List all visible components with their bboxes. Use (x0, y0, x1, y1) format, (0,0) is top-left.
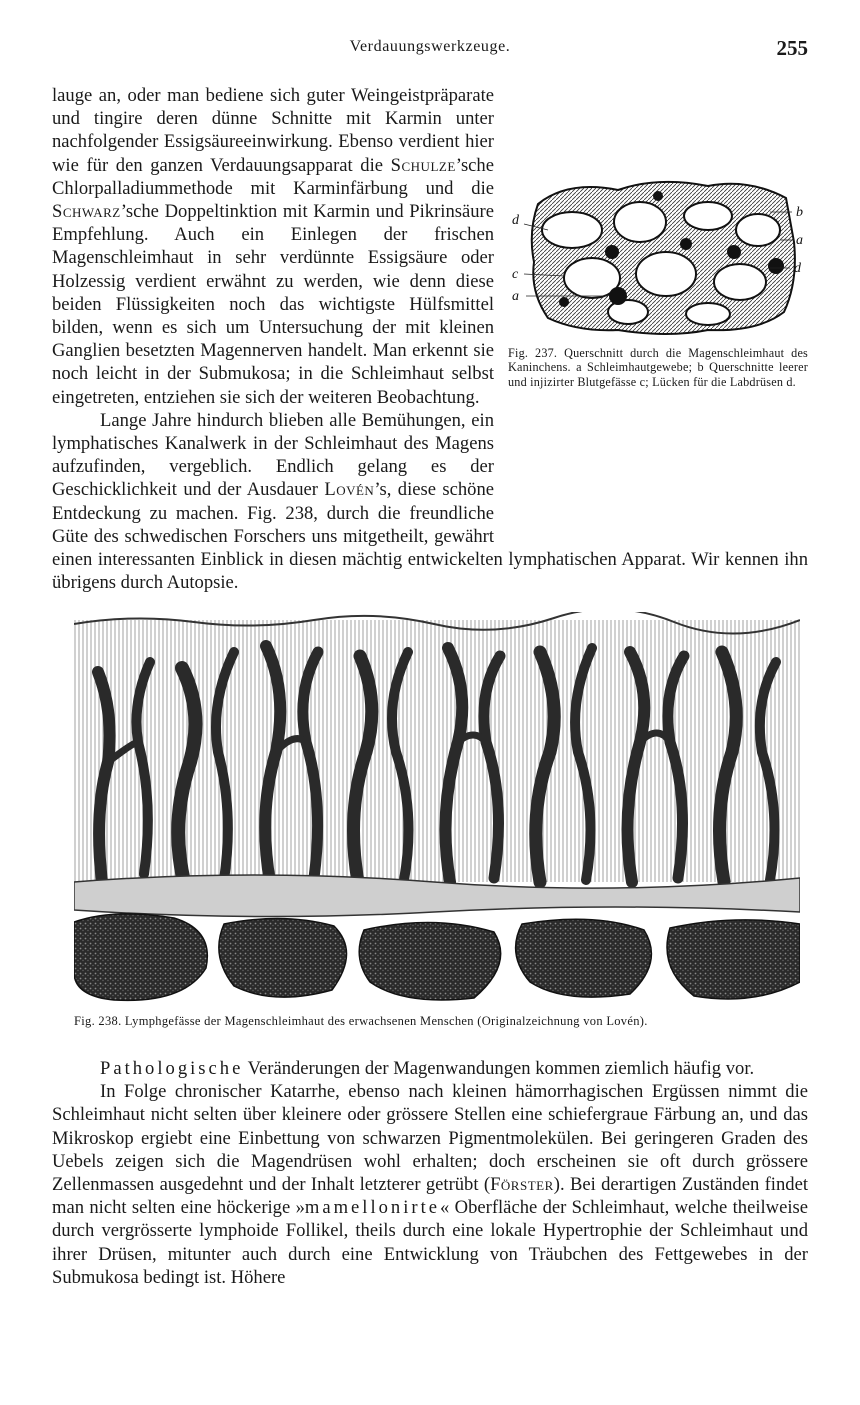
paragraph-1-text-b: ’sche Chlorpalladiummethode mit Karminfärbung und die (52, 154, 494, 199)
author-name-schulze: Schulze (390, 154, 456, 176)
emphasis-mamellonirte: mamellonirte (304, 1197, 441, 1219)
paragraph-4-text-b: ). Bei derartigen Zuständen findet man nicht selten eine höckerige » (52, 1174, 808, 1219)
figure-237-illustration (508, 172, 808, 340)
paragraph-1-text-c: ’sche Doppeltinktion mit Karmin und Pikrinsäure Empfehlung. Auch ein Einlegen der frischen Magenschleimhaut in sehr verdünnte Essigsäure oder Holzessig verdient erwähnt zu werden, wie denn diese beiden Flüssigkeiten noch das wichtigste Hülfsmittel bilden, wenn es sich um Untersuchung der mit kleinen Ganglien besetzten Magennerven handelt. Man erkennt sie noch leicht in der Submukosa; in die Schleimhaut selbst eingetreten, entziehen sie sich der weiteren Beobachtung. (52, 201, 494, 408)
author-name-loven: Lovén (324, 479, 375, 501)
submucosa-lymph-masses (74, 914, 800, 1001)
label-a-left: a (512, 289, 519, 304)
paragraph-4 (52, 1080, 808, 1289)
emphasis-pathologische: Pathologische (100, 1058, 244, 1079)
figure-238-illustration (74, 612, 800, 1007)
paragraph-3 (52, 1057, 808, 1080)
label-d-right: d (794, 261, 801, 276)
paragraph-1-text-a: lauge an, oder man bediene sich guter Weingeistpräparate und tingire deren dünne Schnitte mit Karmin unter nachfolgender Essigsäureeinwirkung. Ebenso verdient hier wie für den ganzen Verdauungsapparat die (52, 85, 494, 176)
running-title: Verdauungswerkzeuge. (349, 38, 511, 55)
figure-238-caption: Fig. 238. Lymphgefässe der Magenschleimhaut des erwachsenen Menschen (Originalzeichnung von Lovén). (74, 1014, 648, 1028)
figure-237-caption: Fig. 237. Querschnitt durch die Magenschleimhaut des Kaninchens. a Schleimhautgewebe; b Querschnitte leerer und injizirter Blutgefässe c; Lücken für die Labdrüsen d. (508, 346, 808, 389)
figure-237 (508, 172, 808, 540)
page-number: 255 (776, 36, 808, 60)
label-b: b (796, 205, 803, 220)
lower-text-block (52, 1057, 808, 1289)
paragraph-2-text-b: ’s, diese schöne Entdeckung zu machen. Fig. 238, durch die freundliche Güte des schwedischen Forschers uns mitgetheilt, gewährt einen interessanten Einblick in diesen mächtig entwickelten lymphatischen Apparat. Wir kennen ihn übrigens durch Autopsie. (52, 479, 808, 594)
paragraph-4-text-a: In Folge chronischer Katarrhe, ebenso nach kleinen hämorrhagischen Ergüssen nimmt die Schleimhaut nicht selten über kleinere oder grössere Stellen eine schiefergraue Färbung an, und das Mikroskop ergiebt eine Einbettung von schwarzen Pigmentmolekülen. Bei geringeren Graden des Uebels zeigen sich die Magendrüsen wohl erhalten; doch erscheinen sie oft durch grössere Zellenmassen ausgedehnt und der Inhalt letzterer getrübt ( (52, 1081, 808, 1196)
paragraph-2-text-a: Lange Jahre hindurch blieben alle Bemühungen, ein lymphatisches Kanalwerk in der Schleimhaut des Magens aufzufinden, vergeblich. Endlich gelang es der Geschicklichkeit und der Ausdauer (52, 409, 494, 501)
paragraph-4-text-c: « Oberfläche der Schleimhaut, welche theilweise durch vergrösserte lymphoide Follikel, theils durch eine lokale Hypertrophie der Schleimhaut und ihrer Drüsen, mitunter auch durch eine Entwicklung von Träubchen des Fettgewebes in der Submukosa bedingt ist. Höhere (52, 1197, 809, 1288)
author-name-foerster: Förster (490, 1174, 554, 1196)
paragraph-3-text: Veränderungen der Magenwandungen kommen ziemlich häufig vor. (243, 1058, 755, 1079)
upper-text-block (52, 84, 808, 594)
label-a-right: a (796, 233, 803, 248)
label-c: c (512, 267, 519, 282)
author-name-schwarz: Schwarz (52, 201, 121, 223)
running-head (52, 38, 808, 62)
label-d-left: d (512, 213, 519, 228)
